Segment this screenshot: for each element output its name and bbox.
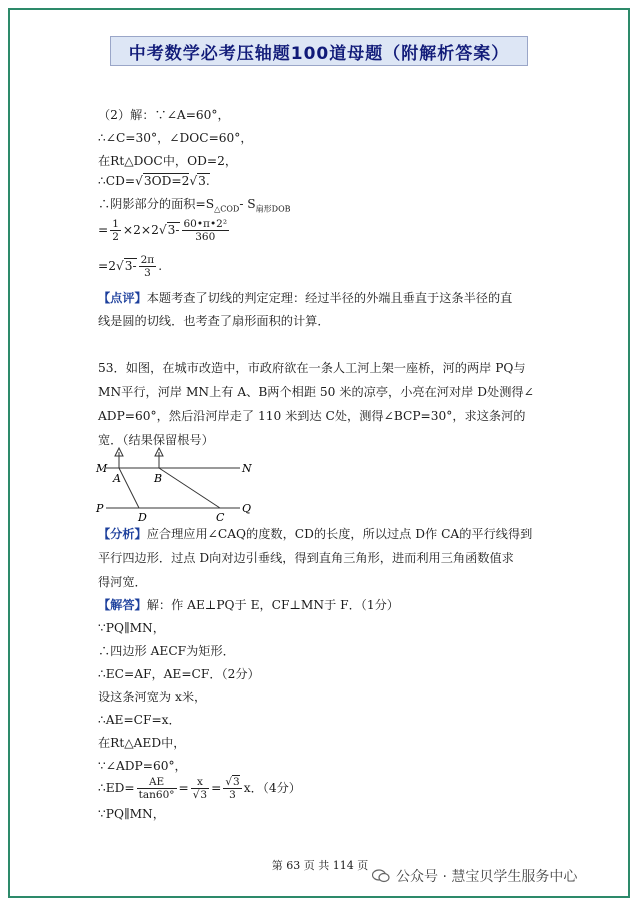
comment-line: 【点评】本题考查了切线的判定定理：经过半径的外端且垂直于这条半径的直 bbox=[98, 291, 513, 305]
label-d: D bbox=[138, 511, 147, 524]
analysis-tag: 【分析】 bbox=[98, 527, 147, 541]
problem-line: 53．如图，在城市改造中，市政府欲在一条人工河上架一座桥，河的两岸 PQ与 bbox=[98, 361, 526, 375]
segment-bc bbox=[159, 468, 220, 508]
answer-line: ∴ED= $\frac{AE}{\tan 60^\circ}$ = $\frac{x}{√3}$ = $\frac{√3}{3}$ x．（4分） bbox=[98, 776, 301, 801]
page-number: 第 63 页 共 114 页 bbox=[271, 859, 369, 872]
label-m: M bbox=[96, 462, 108, 475]
label-c: C bbox=[216, 511, 225, 524]
label-q: Q bbox=[242, 502, 252, 515]
answer-line: ∴EC=AF，AE=CF．（2分） bbox=[98, 667, 260, 681]
analysis-line: 得河宽． bbox=[98, 575, 147, 589]
problem-line: 宽．（结果保留根号） bbox=[98, 433, 214, 447]
label-p: P bbox=[96, 502, 104, 515]
label-a: A bbox=[113, 472, 121, 485]
problem-line: MN平行，河岸 MN上有 A、B两个相距 50 米的凉亭，小亮在河对岸 D处测得∠ bbox=[98, 385, 534, 399]
watermark bbox=[372, 866, 577, 886]
analysis-line: 平行四边形．过点 D向对边引垂线，得到直角三角形，进而利用三角函数值求 bbox=[98, 551, 514, 565]
segment-ad bbox=[119, 468, 139, 508]
header-banner bbox=[110, 36, 528, 66]
comment-tag: 【点评】 bbox=[98, 291, 147, 305]
answer-line: ∵∠ADP=60°， bbox=[98, 759, 187, 773]
answer-line: ∴AE=CF=x． bbox=[98, 713, 181, 727]
solution-line: = $\frac{1}{2}$ ×2×2√3- $\frac{\text{60•π•2²}}{360}$ bbox=[98, 218, 228, 243]
river-figure bbox=[92, 444, 262, 524]
solution-line: ∴CD=√3OD=2√3. bbox=[98, 174, 210, 188]
answer-tag: 【解答】 bbox=[98, 598, 147, 612]
answer-line: ∴四边形 AECF为矩形． bbox=[98, 644, 235, 658]
wechat-icon bbox=[372, 869, 390, 883]
label-b: B bbox=[154, 472, 163, 485]
solution-line: ∴∠C=30°，∠DOC=60°， bbox=[98, 131, 253, 145]
answer-line: 【解答】解：作 AE⊥PQ于 E，CF⊥MN于 F．（1分） bbox=[98, 598, 399, 612]
problem-line: ADP=60°，然后沿河岸走了 110 米到达 C处，测得∠BCP=30°，求这条河的 bbox=[98, 409, 526, 423]
answer-line: ∵PQ∥MN， bbox=[98, 621, 165, 635]
analysis-line: 【分析】应合理应用∠CAQ的度数，CD的长度，所以过点 D作 CA的平行线得到 bbox=[98, 527, 533, 541]
banner-title: 中考数学必考压轴题100道母题（附解析答案） bbox=[128, 43, 510, 64]
solution-line: （2）解：∵∠A=60°， bbox=[98, 108, 230, 122]
solution-line: ∴阴影部分的面积$=S_{\triangle COD}-$ $S_{扇形DOB}$ bbox=[98, 197, 291, 214]
solution-line: 在Rt△DOC中，OD=2， bbox=[98, 154, 238, 168]
watermark-text: 公众号 · 慧宝贝学生服务中心 bbox=[396, 869, 578, 885]
answer-line: 在Rt△AED中， bbox=[98, 736, 186, 750]
answer-line: 设这条河宽为 x米， bbox=[98, 690, 207, 704]
label-n: N bbox=[242, 462, 252, 475]
answer-line: ∵PQ∥MN， bbox=[98, 807, 165, 821]
solution-line: =2√3- $\frac{2\pi}{3}$ . bbox=[98, 254, 163, 279]
comment-line: 线是圆的切线．也考查了扇形面积的计算． bbox=[98, 314, 330, 328]
